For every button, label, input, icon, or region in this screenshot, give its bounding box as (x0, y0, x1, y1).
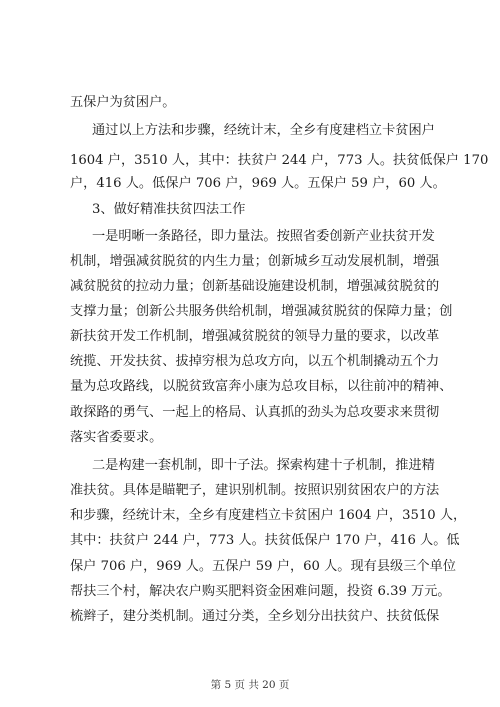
text-line: 五保户为贫困户。 (70, 95, 176, 110)
text-line: 一是明晰一条路径，即力量法。按照省委创新产业扶贫开发 (92, 229, 435, 244)
text-line: 落实省委要求。 (70, 430, 163, 445)
text-line: 帮扶三个村，解决农户购买肥料资金困难问题，投资 6.39 万元。 (70, 584, 451, 599)
text-line: 减贫脱贫的拉动力量；创新基础设施建设机制，增强减贫脱贫的 (70, 279, 440, 294)
text-line: 户，416 人。低保户 706 户，969 人。五保户 59 户，60 人。 (70, 176, 446, 191)
text-line: 统揽、开发扶贫、拔掉穷根为总攻方向，以五个机制撬动五个力 (70, 354, 440, 369)
text-line: 保户 706 户，969 人。五保户 59 户，60 人。现有县级三个单位 (70, 559, 456, 574)
text-line: 3、做好精准扶贫四法工作 (92, 202, 246, 217)
text-line: 量为总攻路线，以脱贫致富奔小康为总攻目标，以往前冲的精神、 (70, 379, 453, 394)
text-line: 机制，增强减贫脱贫的内生力量；创新城乡互动发展机制，增强 (70, 254, 440, 269)
text-line: 支撑力量；创新公共服务供给机制，增强减贫脱贫的保障力量；创 (70, 304, 453, 319)
text-line: 通过以上方法和步骤，经统计末，全乡有度建档立卡贫困户 (92, 123, 435, 138)
page-footer: 第 5 页 共 20 页 (210, 679, 290, 691)
text-line: 敢探路的勇气、一起上的格局、认真抓的劲头为总攻要求来贯彻 (70, 405, 440, 420)
text-line: 1604 户，3510 人，其中：扶贫户 244 户，773 人。扶贫低保户 170 (70, 153, 489, 168)
text-line: 梳辫子，建分类机制。通过分类，全乡划分出扶贫户、扶贫低保 (70, 609, 440, 624)
text-line: 其中：扶贫户 244 户，773 人。扶贫低保户 170 户，416 人。低 (70, 533, 460, 548)
text-line: 新扶贫开发工作机制，增强减贫脱贫的领导力量的要求，以改革 (70, 329, 440, 344)
text-line: 准扶贫。具体是瞄靶子，建识别机制。按照识别贫困农户的方法 (70, 483, 440, 498)
text-line: 二是构建一套机制，即十子法。探索构建十子机制，推进精 (92, 458, 435, 473)
text-line: 和步骤，经统计末，全乡有度建档立卡贫困户 1604 户，3510 人， (70, 508, 467, 523)
